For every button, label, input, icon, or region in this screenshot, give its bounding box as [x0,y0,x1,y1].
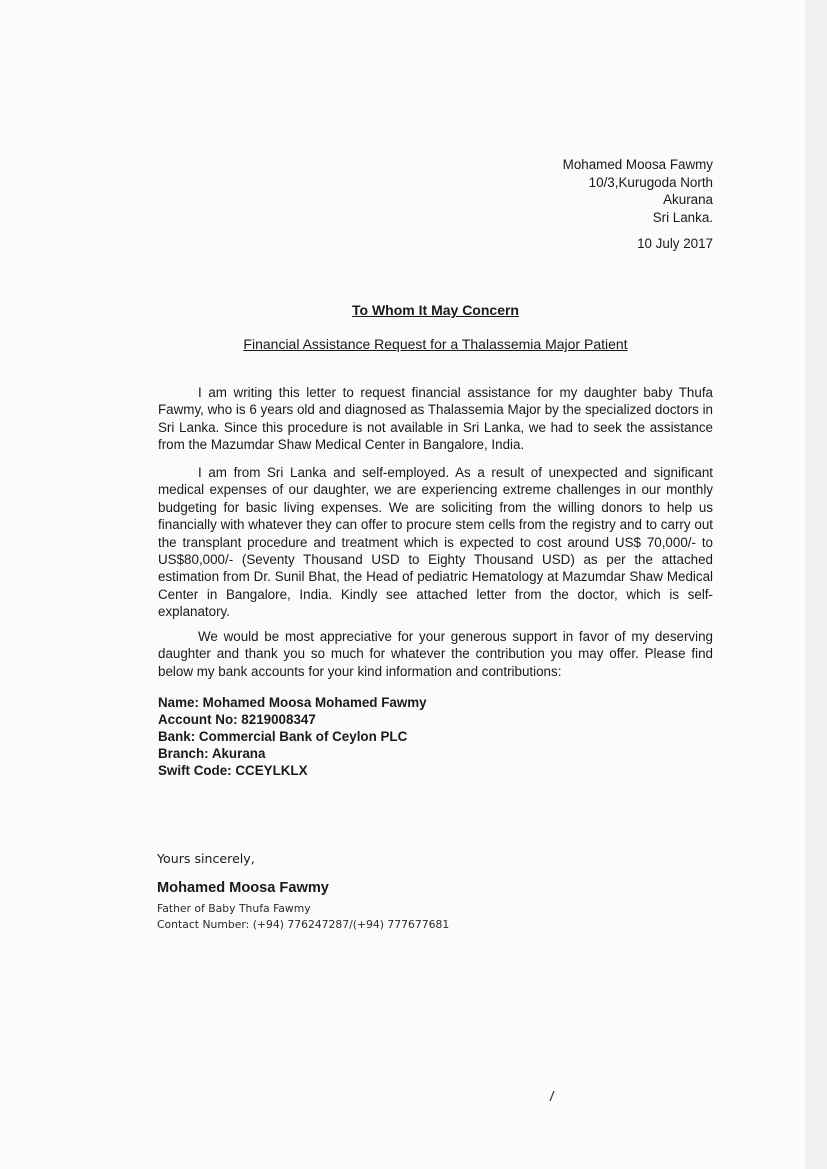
paragraph-intro: I am writing this letter to request financial assistance for my daughter baby Thufa Fawmy, who is 6 years old and diagnosed as Thalassemia Major by the specialized doctors in Sri Lanka. Since this procedure is not available in Sri Lanka, we had to seek the assistance from the Mazumdar Shaw Medical Center in Bangalore, India. [158,385,713,453]
signer-name: Mohamed Moosa Fawmy [157,880,329,896]
letter-subject: Financial Assistance Request for a Thalassemia Major Patient [243,336,628,352]
signer-contact: Contact Number: (+94) 776247287/(+94) 777677681 [157,918,450,931]
signer-details [157,901,449,933]
sender-address [563,156,713,226]
account-holder-name: Name: Mohamed Moosa Mohamed Fawmy [158,695,427,710]
swift-code: Swift Code: CCEYLKLX [158,763,308,778]
paragraph-details: I am from Sri Lanka and self-employed. As a result of unexpected and significant medical expenses of our daughter, we are experiencing extreme challenges in our monthly budgeting for basic living expenses. We are soliciting from the willing donors to help us financially with whatever they can offer to procure stem cells from the registry and to carry out the transplant procedure and treatment which is expected to cost around US$ 70,000/- to US$80,000/- (Seventy Thousand USD to Eighty Thousand USD) as per the attached estimation from Dr. Sunil Bhat, the Head of pediatric Hematology at Mazumdar Shaw Medical Center in Bangalore, India. Kindly see attached letter from the doctor, which is self-explanatory. [158,465,713,620]
pen-mark [548,1090,556,1102]
bank-details [158,694,427,779]
closing-salutation: Yours sincerely, [157,851,255,866]
scan-edge [805,0,827,1169]
bank-name: Bank: Commercial Bank of Ceylon PLC [158,729,408,744]
paragraph-appeal: We would be most appreciative for your generous support in favor of my deserving daughter and thank you so much for whatever the contribution you may offer. Please find below my bank accounts for your kind information and contributions: [158,629,713,679]
letter-date: 10 July 2017 [637,236,713,251]
letter-heading: To Whom It May Concern [352,302,519,318]
sender-country: Sri Lanka. [652,209,713,225]
bank-branch: Branch: Akurana [158,746,266,761]
signer-relation: Father of Baby Thufa Fawmy [157,902,311,915]
sender-name: Mohamed Moosa Fawmy [562,157,713,172]
sender-address-line2: Akurana [663,192,713,207]
account-number: Account No: 8219008347 [158,712,316,727]
sender-address-line1: 10/3,Kurugoda North [588,174,713,190]
